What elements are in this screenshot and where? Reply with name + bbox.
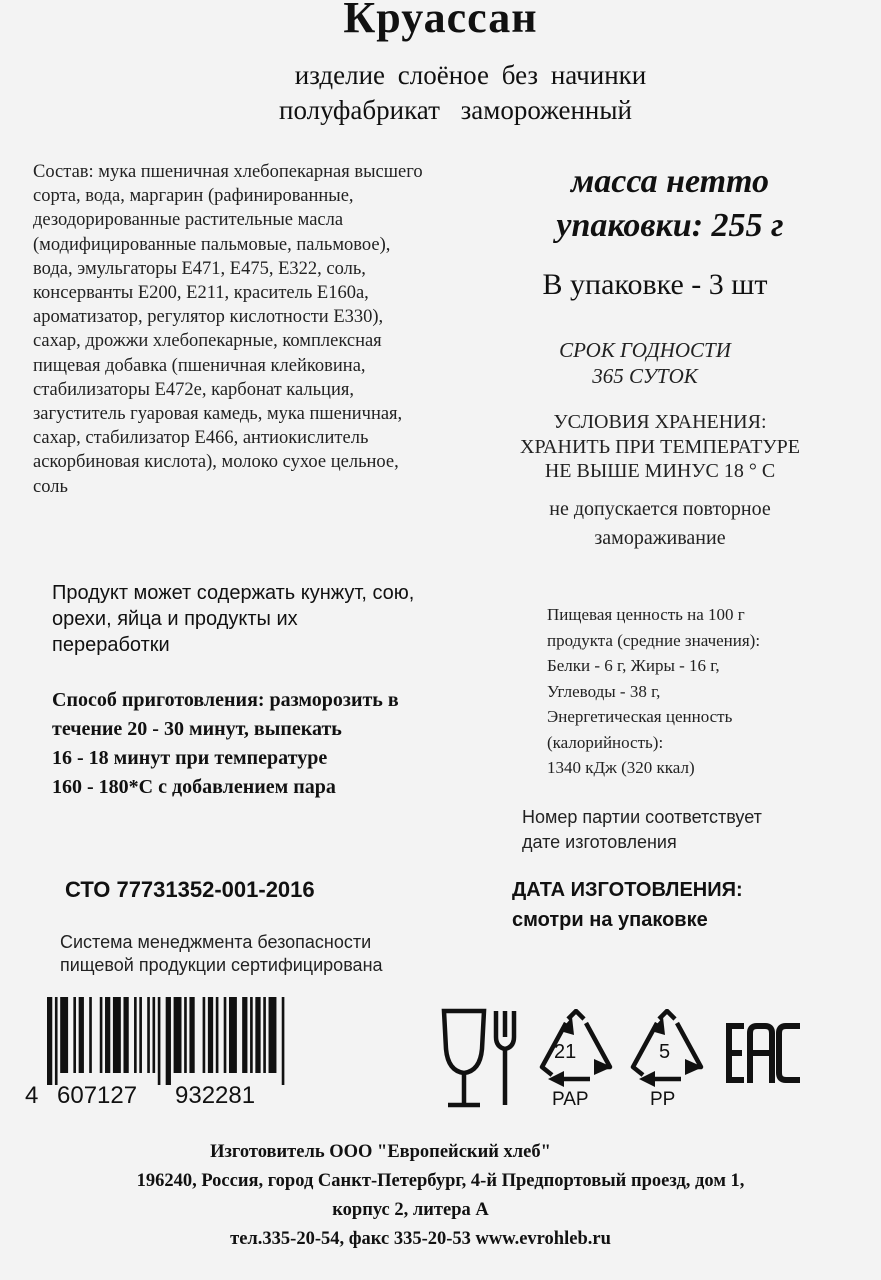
composition-line: пищевая добавка (пшеничная клейковина, (33, 355, 366, 376)
barcode-bar (229, 997, 237, 1073)
refreeze-line2: замораживание (594, 527, 726, 549)
storage-conditions (500, 410, 820, 484)
composition-line: вода, эмульгаторы Е471, Е475, Е322, соль, (33, 258, 366, 279)
nutrition-line: Пищевая ценность на 100 г (547, 605, 745, 624)
preparation-line: Способ приготовления: разморозить в (52, 689, 399, 711)
barcode-bar (55, 997, 58, 1085)
batch-line2: дате изготовления (522, 832, 677, 852)
nutrition-facts (547, 602, 837, 781)
composition-block (33, 160, 483, 499)
barcode (47, 997, 287, 1085)
batch-number-note (522, 805, 822, 855)
allergen-line: переработки (52, 634, 170, 656)
nutrition-line: 1340 кДж (320 ккал) (547, 758, 695, 777)
shelf-life-line2: 365 СУТОК (592, 364, 698, 388)
barcode-first-digit: 4 (25, 1082, 39, 1109)
composition-line: Состав: мука пшеничная хлебопекарная высшего (33, 162, 423, 182)
barcode-bar (113, 997, 121, 1073)
composition-line: аскорбиновая кислота), молоко сухое цельное, (33, 452, 399, 473)
barcode-bar (158, 997, 161, 1085)
composition-line: (модифицированные пальмовые, пальмовое), (33, 234, 391, 255)
manufacture-date-line1: ДАТА ИЗГОТОВЛЕНИЯ: (512, 879, 743, 901)
nutrition-line: Энергетическая ценность (547, 707, 733, 726)
composition-line: стабилизаторы Е472е, карбонат кальция, (33, 379, 354, 400)
barcode-bar (89, 997, 92, 1073)
nutrition-line: Белки - 6 г, Жиры - 16 г, (547, 656, 720, 675)
allergen-warning (52, 580, 452, 658)
product-subtitle-line2: полуфабрикат замороженный (279, 95, 632, 125)
batch-line1: Номер партии соответствует (522, 807, 762, 827)
composition-line: дезодорированные растительные масла (33, 210, 344, 231)
allergen-line: орехи, яйца и продукты их (52, 608, 298, 630)
manufacturer-line1: Изготовитель ООО "Европейский хлеб" (210, 1142, 551, 1162)
barcode-bar (255, 997, 260, 1073)
barcode-bar (282, 997, 285, 1085)
nutrition-line: Углеводы - 38 г, (547, 681, 661, 701)
nutrition-line: (калорийность): (547, 732, 664, 752)
storage-line: УСЛОВИЯ ХРАНЕНИЯ: (553, 411, 767, 433)
barcode-left-digits: 607127 (57, 1082, 138, 1109)
barcode-bar (47, 997, 52, 1085)
glass-fork-icon (438, 1007, 522, 1111)
composition-line: сорта, вода, маргарин (рафинированные, (33, 186, 354, 207)
composition-line: консерванты Е200, Е211, краситель Е160а, (33, 283, 369, 304)
preparation-line: 160 - 180*С с добавлением пара (52, 776, 336, 798)
barcode-bar (250, 997, 253, 1073)
barcode-bar (100, 997, 103, 1073)
preparation-line: течение 20 - 30 минут, выпекать (52, 718, 342, 740)
recycle-number-pap: 21 (554, 1041, 577, 1063)
barcode-bar (73, 997, 76, 1073)
storage-line: ХРАНИТЬ ПРИ ТЕМПЕРАТУРЕ (520, 435, 800, 458)
barcode-bar (134, 997, 137, 1073)
barcode-bar (152, 997, 155, 1073)
shelf-life (500, 337, 790, 389)
preparation-instructions (52, 686, 492, 802)
barcode-bar (203, 997, 206, 1073)
net-weight (500, 160, 840, 248)
recycle-label-pp: PP (650, 1089, 676, 1110)
pieces-count: В упаковке - 3 шт (542, 268, 768, 301)
manufacture-date (512, 875, 743, 935)
manufacturer-contacts: тел.335-20-54, факс 335-20-53 www.evrohleb.ru (230, 1229, 611, 1249)
barcode-bar (147, 997, 150, 1073)
allergen-line: Продукт может содержать кунжут, сою, (52, 582, 415, 604)
refreeze-line1: не допускается повторное (549, 498, 771, 520)
barcode-bar (242, 997, 247, 1073)
standard-code: СТО 77731352-001-2016 (65, 877, 315, 902)
manufacturer-address: 196240, Россия, город Санкт-Петербург, 4-й Предпортовый проезд, дом 1, (136, 1171, 745, 1191)
barcode-bar (105, 997, 110, 1073)
storage-line: НЕ ВЫШЕ МИНУС 18 ° С (544, 460, 776, 482)
barcode-right-digits: 932281 (175, 1082, 256, 1109)
barcode-bar (60, 997, 68, 1073)
shelf-life-line1: СРОК ГОДНОСТИ (559, 338, 731, 362)
barcode-bar (184, 997, 187, 1073)
packaging-symbols (430, 1005, 820, 1115)
composition-line: соль (33, 476, 68, 497)
composition-line: сахар, дрожжи хлебопекарные, комплексная (33, 331, 382, 352)
product-subtitle-line1: изделие слоёное без начинки (294, 60, 647, 90)
barcode-bar (208, 997, 213, 1073)
eac-mark-icon (726, 1023, 802, 1083)
barcode-bar (269, 997, 277, 1073)
manufacturer-info (0, 1138, 881, 1254)
composition-line: ароматизатор, регулятор кислотности Е330), (33, 307, 384, 328)
barcode-bar (123, 997, 128, 1073)
barcode-bar (79, 997, 84, 1073)
manufacturer-address-cont: корпус 2, литера А (332, 1200, 489, 1220)
net-weight-line2: упаковки: 255 г (556, 207, 784, 244)
refreeze-warning (500, 495, 820, 553)
certification-line2: пищевой продукции сертифицирована (60, 955, 383, 975)
composition-line: сахар, стабилизатор Е466, антиокислитель (33, 428, 369, 449)
manufacture-date-line2: смотри на упаковке (512, 909, 708, 931)
barcode-bar (216, 997, 219, 1073)
barcode-bar (224, 997, 227, 1073)
certification-line1: Система менеджмента безопасности (60, 932, 372, 952)
barcode-bar (174, 997, 182, 1073)
barcode-bar (263, 997, 266, 1073)
recycle-label-pap: PAP (552, 1089, 589, 1110)
product-title: Круассан (343, 0, 538, 42)
barcode-bar (189, 997, 194, 1073)
recycle-number-pp: 5 (659, 1041, 671, 1063)
net-weight-line1: масса нетто (570, 163, 770, 200)
barcode-bar (166, 997, 171, 1085)
certification-note (60, 931, 383, 977)
nutrition-line: продукта (средние значения): (547, 630, 761, 650)
preparation-line: 16 - 18 минут при температуре (52, 747, 328, 769)
composition-line: загуститель гуаровая камедь, мука пшеничная, (33, 404, 403, 425)
barcode-bar (139, 997, 142, 1073)
